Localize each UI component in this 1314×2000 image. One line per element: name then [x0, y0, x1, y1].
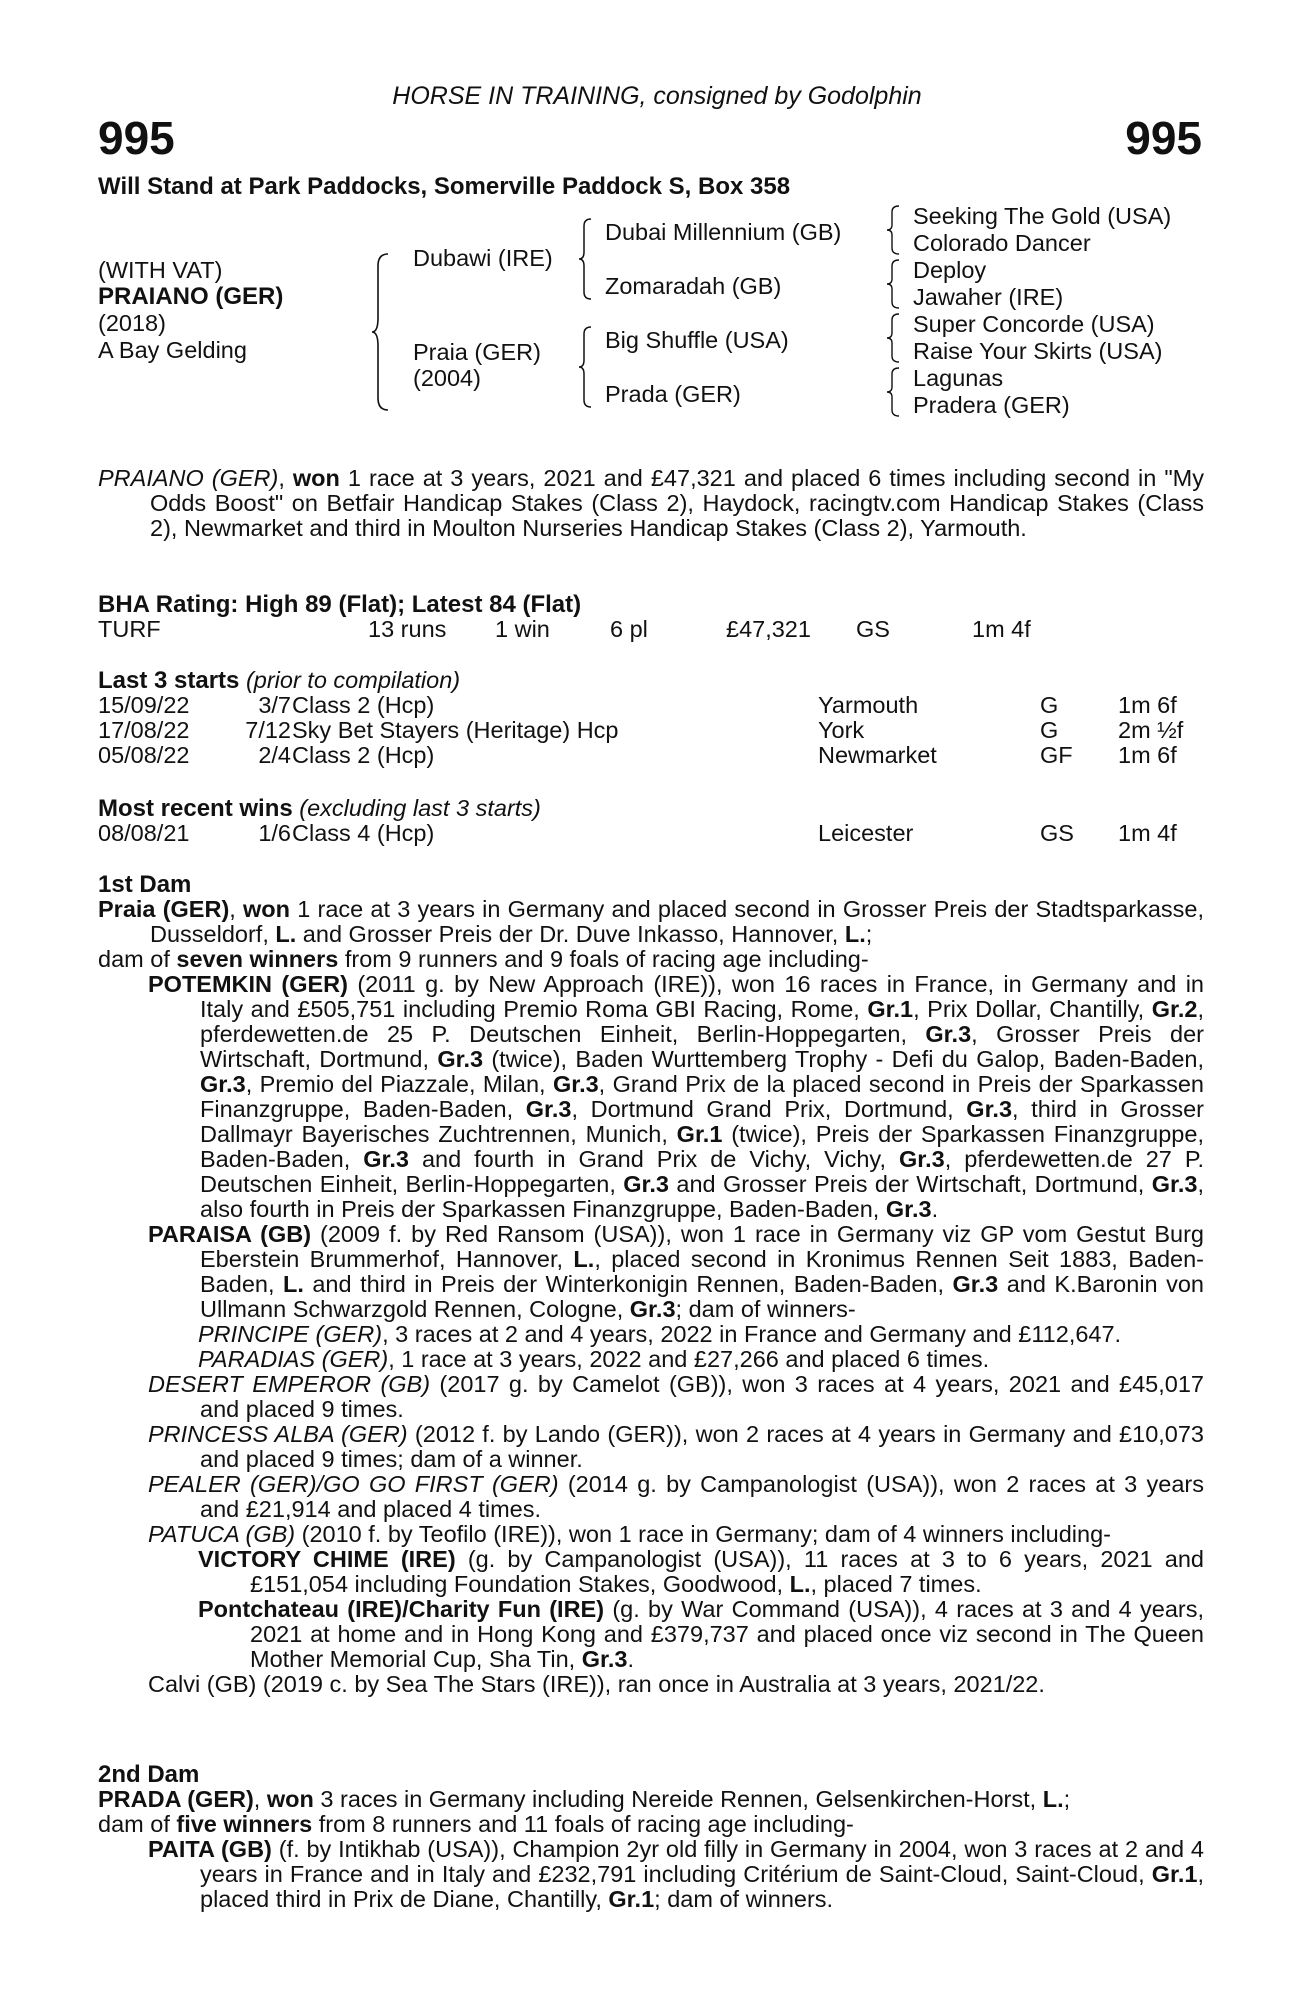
start-going: G — [1040, 692, 1059, 718]
summary-won: won — [292, 465, 340, 491]
listed-mark: L. — [275, 921, 297, 947]
record-text: and K.Baronin von Ullmann Schwarzgold Rennen, Cologne, — [200, 1271, 1204, 1322]
record-text: (twice), Baden Wurttemberg Trophy - Defi du Galop, Baden-Baden, — [483, 1046, 1204, 1072]
pedigree-g5: Super Concorde (USA) — [913, 311, 1155, 337]
record-text: . — [931, 1196, 939, 1222]
summary-text: 1 race at 3 years, 2021 and £47,321 and placed 6 times including second in "My Odds Boost" on Betfair Handicap Stakes (Class 2), Haydock, racingtv.com Handicap Stakes (Class 2), Newmarket and third in Moulton Nurseries Handicap Stakes (Class 2), Yarmouth. — [150, 465, 1205, 541]
last3-note: (prior to compilation) — [245, 667, 461, 693]
start-position: 3/7 — [258, 692, 291, 718]
win-race: Class 4 (Hcp) — [292, 820, 435, 846]
pedigree-g2: Colorado Dancer — [913, 230, 1091, 256]
dam-text: ; — [1063, 1786, 1071, 1812]
pedigree-dam-sire: Big Shuffle (USA) — [605, 327, 789, 353]
produce-record: (2014 g. by Campanologist (USA)), won 2 races at 3 years and £21,914 and placed 4 times. — [200, 1471, 1204, 1522]
start-date: 05/08/22 — [98, 742, 190, 768]
produce-record — [200, 1836, 1204, 1912]
pedigree-dam-year: (2004) — [413, 365, 481, 391]
produce-record: (2010 f. by Teofilo (IRE)), won 1 race in Germany; dam of 4 winners including- — [295, 1521, 1111, 1547]
record-text: , Grand Prix de la placed second in Preis der Sparkassen Finanzgruppe, Baden-Baden, — [200, 1071, 1204, 1122]
pedigree-g4: Jawaher (IRE) — [913, 284, 1064, 310]
produce-text: dam of — [98, 946, 177, 972]
race-grade-mark: Gr.3 — [885, 1196, 932, 1222]
start-race: Sky Bet Stayers (Heritage) Hcp — [292, 717, 619, 743]
record-text: ; dam of winners- — [675, 1296, 856, 1322]
second-dam-produce-summary — [98, 1812, 1204, 1837]
start-course: Yarmouth — [818, 692, 919, 718]
race-grade-mark: Gr.2 — [1151, 996, 1198, 1022]
produce-record: (g. by Campanologist (USA)), 11 races at 3 to 6 years, 2021 and £151,054 including Foundation Stakes, Goodwood, — [250, 1546, 1204, 1597]
dam-won: won — [243, 896, 291, 922]
win-position: 1/6 — [258, 820, 291, 846]
produce-principe — [98, 1322, 1204, 1347]
horse-name: PRAIANO (GER) — [98, 283, 284, 310]
record-text: , Premio del Piazzale, Milan, — [245, 1071, 553, 1097]
produce-text: dam of — [98, 1811, 177, 1837]
race-summary: PRAIANO (GER), won 1 race at 3 years, 2021 and £47,321 and placed 6 times including second in "My Odds Boost" on Betfair Handicap Stakes (Class 2), Haydock, racingtv.com Handicap Stakes (Class 2), Newmarket and third in Moulton Nurseries Handicap Stakes (Class 2), Yarmouth. — [98, 465, 1205, 541]
race-grade-mark: Gr.3 — [1151, 1171, 1198, 1197]
record-text: (2011 g. by New Approach (IRE)), won 16 races in France, in Germany and in Italy and £505,751 including Premio Roma GBI Racing, Rome, — [200, 971, 1204, 1022]
race-grade-mark: Gr.3 — [925, 1021, 972, 1047]
record-placed: 6 pl — [610, 616, 648, 642]
race-grade-mark: Gr.3 — [363, 1146, 409, 1172]
pedigree-brace-g3 — [886, 313, 902, 363]
produce-record: Calvi (GB) (2019 c. by Sea The Stars (IRE)), ran once in Australia at 3 years, 2021/22. — [148, 1671, 1045, 1697]
record-wins: 1 win — [495, 616, 550, 642]
pedigree-brace-main — [370, 252, 392, 412]
record-text: , Prix Dollar, Chantilly, — [913, 996, 1152, 1022]
pedigree-g7: Lagunas — [913, 365, 1004, 391]
race-grade-mark: Gr.3 — [898, 1146, 945, 1172]
lot-number-right: 995 — [1125, 112, 1202, 164]
produce-potemkin — [98, 972, 1204, 1222]
summary-horse-name: PRAIANO (GER) — [98, 465, 279, 491]
dam-name: Praia (GER) — [98, 896, 230, 922]
start-course: Newmarket — [818, 742, 937, 768]
record-text: and fourth in Grand Prix de Vichy, Vichy, — [408, 1146, 899, 1172]
record-text: , also fourth in Preis der Sparkassen Finanzgruppe, Baden-Baden, — [200, 1171, 1204, 1222]
winners-count: seven winners — [176, 946, 339, 972]
catalogue-title: HORSE IN TRAINING, consigned by Godolphin — [392, 82, 922, 110]
produce-name: PAITA (GB) — [148, 1836, 272, 1862]
record-runs: 13 runs — [368, 616, 447, 642]
dam-text: 1 race at 3 years in Germany and placed second in Grosser Preis der Stadtsparkasse, Dusseldorf, — [150, 896, 1205, 947]
bha-rating-heading: BHA Rating: High 89 (Flat); Latest 84 (Flat) — [98, 591, 582, 618]
lot-number-left: 995 — [98, 112, 175, 164]
listed-mark: L. — [1042, 1786, 1064, 1812]
first-dam-heading: 1st Dam — [98, 871, 192, 898]
pedigree-g3: Deploy — [913, 257, 987, 283]
table-row — [98, 718, 1204, 743]
produce-name: PARAISA (GB) — [148, 1221, 312, 1247]
produce-record: , 3 races at 2 and 4 years, 2022 in France and Germany and £112,647. — [382, 1321, 1122, 1347]
produce-patuca — [98, 1522, 1204, 1547]
second-dam-record: PRADA (GER), won 3 races in Germany including Nereide Rennen, Gelsenkirchen-Horst, L.; — [98, 1786, 1071, 1812]
last3-heading: Last 3 starts — [98, 667, 240, 694]
turf-record-row — [98, 617, 1204, 642]
race-grade-mark: Gr.3 — [623, 1171, 669, 1197]
produce-name: DESERT EMPEROR (GB) — [148, 1371, 431, 1397]
produce-pealer — [98, 1472, 1204, 1522]
produce-name: PATUCA (GB) — [148, 1521, 296, 1547]
start-course: York — [818, 717, 865, 743]
dam-name: PRADA (GER) — [98, 1786, 254, 1812]
race-grade-mark: Gr.3 — [966, 1096, 1013, 1122]
win-distance: 1m 4f — [1118, 820, 1177, 846]
group-mark: Gr.3 — [581, 1646, 628, 1672]
record-text: , Grosser Preis der Wirtschaft, Dortmund, — [200, 1021, 1204, 1072]
record-surface: TURF — [98, 616, 161, 642]
second-dam-section — [98, 1762, 1204, 1912]
produce-record: . — [627, 1646, 635, 1672]
produce-record: (g. by War Command (USA)), 4 races at 3 and 4 years, 2021 at home and in Hong Kong and £379,737 and placed once viz second in The Queen Mother Memorial Cup, Sha Tin, — [250, 1596, 1204, 1672]
start-distance: 2m ½f — [1118, 717, 1184, 743]
horse-description: A Bay Gelding — [98, 337, 247, 363]
recent-note: (excluding last 3 starts) — [299, 795, 541, 821]
pedigree-dam: Praia (GER) — [413, 339, 541, 365]
record-text: , third in Grosser Dallmayr Bayerisches Zuchtrennen, Munich, — [200, 1096, 1204, 1147]
race-grade-mark: Gr.3 — [200, 1071, 246, 1097]
pedigree-brace-g4 — [886, 367, 902, 417]
listed-mark: L. — [844, 921, 866, 947]
record-text: and third in Preis der Winterkonigin Rennen, Baden-Baden, — [303, 1271, 953, 1297]
race-grade-mark: L. — [282, 1271, 304, 1297]
record-text: ; dam of winners. — [654, 1886, 834, 1912]
record-text: (f. by Intikhab (USA)), Champion 2yr old filly in Germany in 2004, won 3 races at 2 and 4 years in France and in Italy and £232,791 including Critérium de Saint-Cloud, Saint-Cloud, — [200, 1836, 1204, 1887]
record-text: , pferdewetten.de 27 P. Deutschen Einheit, Berlin-Hoppegarten, — [200, 1146, 1205, 1197]
start-going: GF — [1040, 742, 1073, 768]
dam-text: ; — [865, 921, 873, 947]
race-grade-mark: Gr.1 — [1151, 1861, 1198, 1887]
table-row — [98, 743, 1204, 768]
record-text: and Grosser Preis der Wirtschaft, Dortmund, — [668, 1171, 1152, 1197]
produce-paradias — [98, 1347, 1204, 1372]
race-grade-mark: Gr.1 — [676, 1121, 723, 1147]
produce-record: , 1 race at 3 years, 2022 and £27,266 and placed 6 times. — [388, 1346, 990, 1372]
race-grade-mark: Gr.1 — [608, 1886, 655, 1912]
race-grade-mark: Gr.3 — [437, 1046, 484, 1072]
record-text: , pferdewetten.de 25 P. Deutschen Einheit, Berlin-Hoppegarten, — [200, 996, 1204, 1047]
produce-name: PARADIAS (GER) — [198, 1346, 389, 1372]
dam-text: and Grosser Preis der Dr. Duve Inkasso, Hannover, — [296, 921, 845, 947]
produce-name: PEALER (GER)/GO GO FIRST (GER) — [148, 1471, 559, 1497]
last-3-starts — [98, 668, 1204, 768]
win-date: 08/08/21 — [98, 820, 190, 846]
record-text: (twice), Preis der Sparkassen Finanzgruppe, Baden-Baden, — [200, 1121, 1204, 1172]
recent-heading: Most recent wins — [98, 795, 293, 822]
pedigree-sire-dam: Zomaradah (GB) — [605, 273, 782, 299]
pedigree-dam-dam: Prada (GER) — [605, 381, 741, 407]
pedigree-g1: Seeking The Gold (USA) — [913, 203, 1172, 229]
produce-paraisa — [98, 1222, 1204, 1322]
pedigree-g6: Raise Your Skirts (USA) — [913, 338, 1163, 364]
win-course: Leicester — [818, 820, 914, 846]
record-text: , Dortmund Grand Prix, Dortmund, — [571, 1096, 967, 1122]
produce-name: Pontchateau (IRE)/Charity Fun (IRE) — [198, 1596, 605, 1622]
produce-desert-emperor — [98, 1372, 1204, 1422]
produce-record: (2012 f. by Lando (GER)), won 2 races at 4 years in Germany and £10,073 and placed 9 times; dam of a winner. — [200, 1421, 1205, 1472]
start-date: 15/09/22 — [98, 692, 190, 718]
record-distance: 1m 4f — [972, 616, 1031, 642]
vat-label: (WITH VAT) — [98, 257, 223, 283]
produce-record — [200, 1221, 1204, 1322]
produce-princess-alba — [98, 1422, 1204, 1472]
race-grade-mark: Gr.3 — [629, 1296, 676, 1322]
stand-location: Will Stand at Park Paddocks, Somerville Paddock S, Box 358 — [98, 173, 791, 200]
produce-name: POTEMKIN (GER) — [148, 971, 348, 997]
start-race: Class 2 (Hcp) — [292, 742, 435, 768]
produce-paita — [98, 1837, 1204, 1912]
produce-name: PRINCIPE (GER) — [198, 1321, 383, 1347]
race-grade-mark: Gr.3 — [952, 1271, 999, 1297]
produce-victory-chime — [98, 1547, 1204, 1597]
start-distance: 1m 6f — [1118, 692, 1177, 718]
win-going: GS — [1040, 820, 1074, 846]
dam-won: won — [266, 1786, 314, 1812]
second-dam-heading: 2nd Dam — [98, 1761, 200, 1788]
first-dam-produce-summary — [98, 947, 1204, 972]
table-row — [98, 693, 1204, 718]
race-grade-mark: L. — [573, 1246, 595, 1272]
produce-text: from 9 runners and 9 foals of racing age including- — [338, 946, 869, 972]
race-grade-mark: Gr.1 — [867, 996, 914, 1022]
start-position: 7/12 — [245, 717, 291, 743]
most-recent-wins — [98, 796, 1204, 846]
start-distance: 1m 6f — [1118, 742, 1177, 768]
bha-rating-section — [98, 592, 1204, 642]
record-text: (2009 f. by Red Ransom (USA)), won 1 race in Germany viz GP vom Gestut Burg Eberstein Brummerhof, Hannover, — [200, 1221, 1204, 1272]
produce-record: , placed 7 times. — [810, 1571, 982, 1597]
pedigree-sire-sire: Dubai Millennium (GB) — [605, 219, 842, 245]
record-earnings: £47,321 — [726, 616, 811, 642]
pedigree-brace-sire — [578, 218, 594, 300]
start-date: 17/08/22 — [98, 717, 190, 743]
produce-calvi — [98, 1672, 1204, 1697]
horse-year: (2018) — [98, 310, 166, 336]
first-dam-record: Praia (GER), won 1 race at 3 years in Germany and placed second in Grosser Preis der Stadtsparkasse, Dusseldorf, L. and Grosser Preis der Dr. Duve Inkasso, Hannover, L.; — [98, 896, 1205, 947]
pedigree-g8: Pradera (GER) — [913, 392, 1070, 418]
start-going: G — [1040, 717, 1059, 743]
race-grade-mark: Gr.3 — [552, 1071, 599, 1097]
produce-record — [200, 971, 1204, 1222]
produce-text: from 8 runners and 11 foals of racing age including- — [312, 1811, 854, 1837]
listed-mark: L. — [789, 1571, 811, 1597]
record-text: , placed third in Prix de Diane, Chantilly, — [200, 1861, 1204, 1912]
start-position: 2/4 — [258, 742, 291, 768]
pedigree-sire: Dubawi (IRE) — [413, 245, 553, 271]
dam-text: 3 races in Germany including Nereide Rennen, Gelsenkirchen-Horst, — [313, 1786, 1043, 1812]
produce-name: VICTORY CHIME (IRE) — [198, 1546, 456, 1572]
winners-count: five winners — [176, 1811, 313, 1837]
pedigree-brace-g2 — [886, 259, 902, 309]
first-dam-section — [98, 872, 1204, 1697]
start-race: Class 2 (Hcp) — [292, 692, 435, 718]
table-row — [98, 821, 1204, 846]
pedigree-brace-dam — [578, 326, 594, 408]
produce-pontchateau — [98, 1597, 1204, 1672]
pedigree-brace-g1 — [886, 205, 902, 255]
produce-record: (2017 g. by Camelot (GB)), won 3 races at 4 years, 2021 and £45,017 and placed 9 times. — [200, 1371, 1204, 1422]
record-going: GS — [856, 616, 890, 642]
produce-name: PRINCESS ALBA (GER) — [148, 1421, 408, 1447]
record-text: , placed second in Kronimus Rennen Seit 1883, Baden-Baden, — [200, 1246, 1205, 1297]
race-grade-mark: Gr.3 — [525, 1096, 572, 1122]
